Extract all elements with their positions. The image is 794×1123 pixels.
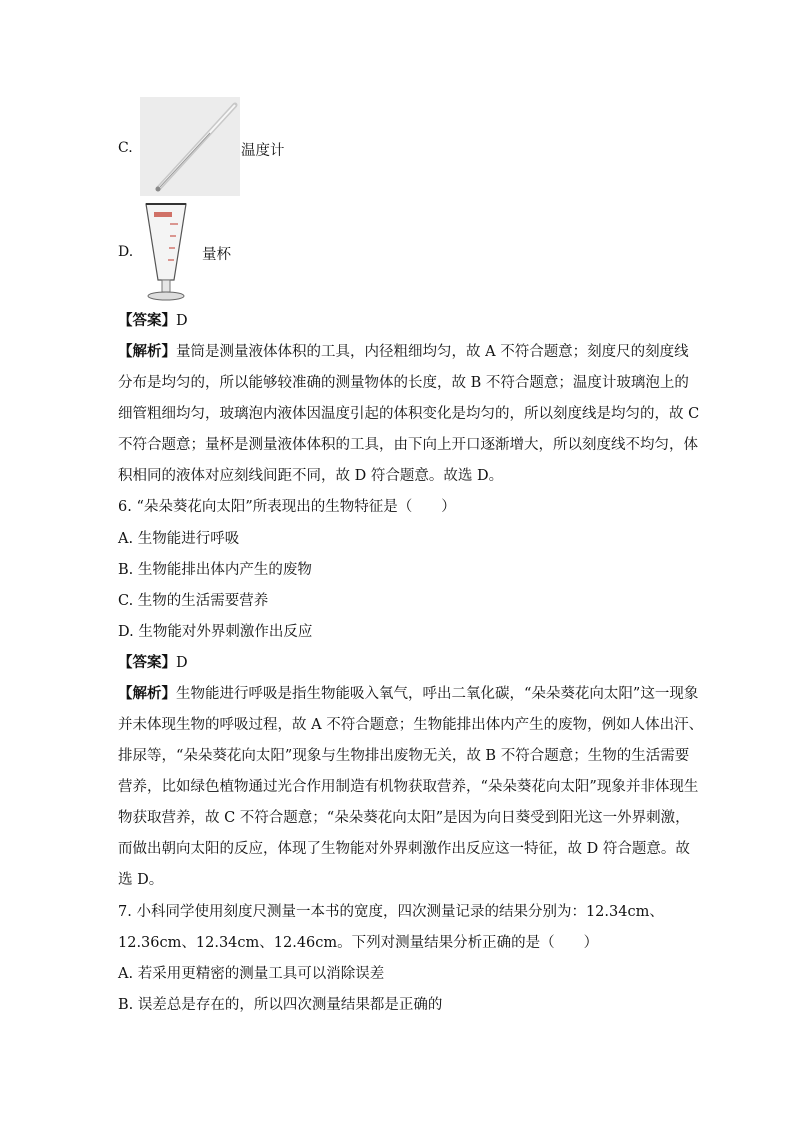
q6-option-c: C. 生物的生活需要营养 bbox=[118, 593, 269, 609]
q7-stem-line: 12.36cm、12.34cm、12.46cm。下列对测量结果分析正确的是（ ） bbox=[118, 935, 599, 951]
q6-analysis-line: 排尿等，“朵朵葵花向太阳”现象与生物排出废物无关，故 B 不符合题意；生物的生活需要 bbox=[118, 748, 690, 764]
option-d-caption: 量杯 bbox=[202, 247, 231, 263]
thermometer-photo-icon bbox=[140, 97, 240, 196]
q6-analysis-line: 而做出朝向太阳的反应，体现了生物能对外界刺激作出反应这一特征，故 D 符合题意。故 bbox=[118, 841, 690, 857]
q7-option-a: A. 若采用更精密的测量工具可以消除误差 bbox=[118, 966, 385, 982]
q7-option-b: B. 误差总是存在的，所以四次测量结果都是正确的 bbox=[118, 997, 443, 1013]
q6-answer bbox=[118, 652, 684, 674]
measuring-cup-photo-icon bbox=[140, 202, 192, 302]
q6-option-b: B. 生物能排出体内产生的废物 bbox=[118, 562, 312, 578]
answer-label: 【答案】 bbox=[118, 312, 176, 329]
analysis-label: 【解析】 bbox=[118, 685, 176, 702]
q6-option-a: A. 生物能进行呼吸 bbox=[118, 531, 240, 547]
q6-analysis-line: 物获取营养，故 C 不符合题意；“朵朵葵花向太阳”是因为向日葵受到阳光这一外界刺激， bbox=[118, 810, 690, 826]
answer-value: D bbox=[176, 655, 188, 671]
q6-analysis-line: 选 D。 bbox=[118, 872, 164, 888]
option-c-letter: C. bbox=[118, 140, 133, 156]
option-c-caption: 温度计 bbox=[241, 143, 285, 159]
q5-analysis-line: 不符合题意；量杯是测量液体体积的工具，由下向上开口逐渐增大，所以刻度线不均匀，体 bbox=[118, 437, 698, 453]
q5-answer bbox=[118, 310, 684, 332]
q5-analysis-line: 分布是均匀的，所以能够较准确的测量物体的长度，故 B 不符合题意；温度计玻璃泡上的 bbox=[118, 375, 689, 391]
q6-analysis-line: 营养，比如绿色植物通过光合作用制造有机物获取营养，“朵朵葵花向太阳”现象并非体现生 bbox=[118, 779, 699, 795]
answer-label: 【答案】 bbox=[118, 654, 176, 671]
q5-analysis-line: 细管粗细均匀，玻璃泡内液体因温度引起的体积变化是均匀的，所以刻度线是均匀的，故 C bbox=[118, 406, 700, 422]
analysis-label: 【解析】 bbox=[118, 343, 176, 360]
q6-analysis-line: 并未体现生物的呼吸过程，故 A 不符合题意；生物能排出体内产生的废物，例如人体出汗、 bbox=[118, 717, 704, 733]
option-d-letter: D. bbox=[118, 244, 134, 260]
q6-option-d: D. 生物能对外界刺激作出反应 bbox=[118, 624, 313, 640]
q5-analysis-line: 积相同的液体对应刻线间距不同，故 D 符合题意。故选 D。 bbox=[118, 468, 504, 484]
q6-stem: 6. “朵朵葵花向太阳”所表现出的生物特征是（ ） bbox=[118, 499, 456, 515]
q6-analysis-line: 【解析】生物能进行呼吸是指生物能吸入氧气，呼出二氧化碳，“朵朵葵花向太阳”这一现象 bbox=[118, 685, 699, 702]
answer-value: D bbox=[176, 313, 188, 329]
q5-analysis-line: 【解析】量筒是测量液体体积的工具，内径粗细均匀，故 A 不符合题意；刻度尺的刻度线 bbox=[118, 343, 689, 360]
q7-stem-line: 7. 小科同学使用刻度尺测量一本书的宽度，四次测量记录的结果分别为：12.34cm、 bbox=[118, 904, 664, 920]
